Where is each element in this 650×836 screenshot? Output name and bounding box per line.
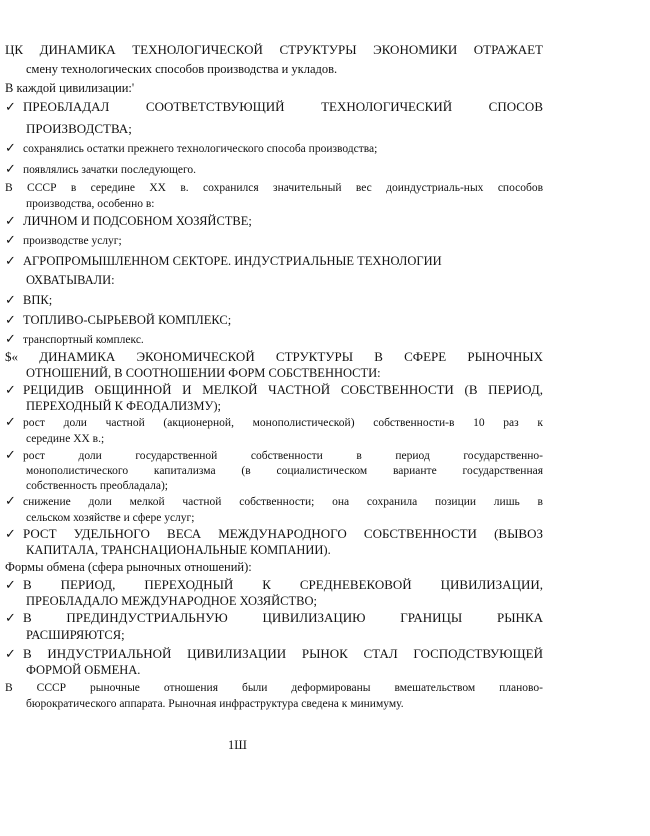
- check-mark-icon: ✓: [5, 214, 16, 229]
- check-mark-icon: ✓: [5, 611, 16, 626]
- text-line: ПРЕОБЛАДАЛО МЕЖДУНАРОДНОЕ ХОЗЯЙСТВО;: [26, 594, 317, 608]
- check-mark-icon: ✓: [5, 254, 16, 269]
- text-line: смену технологических способов производства и укладов.: [26, 62, 338, 76]
- text-line: производства, особенно в:: [26, 198, 155, 210]
- bullet-item: ✓ рост доли государственной собственности в период государственно-: [5, 448, 543, 463]
- bullet-item: ✓ РЕЦИДИВ ОБЩИННОЙ И МЕЛКОЙ ЧАСТНОЙ СОБСТВЕННОСТИ (В ПЕРИОД,: [5, 382, 543, 398]
- bullet-item: ✓ сохранялись остатки прежнего технологического способа производства;: [5, 141, 378, 156]
- text-line: ПРОИЗВОДСТВА;: [26, 121, 132, 136]
- bullet-item: ✓ рост доли частной (акционерной, монополистической) собственности-в 10 раз к: [5, 415, 543, 430]
- check-mark-icon: ✓: [5, 647, 16, 662]
- text-line: монополистического капитализма (в социалистическом варианте государственная: [26, 465, 543, 477]
- text-line: ОТНОШЕНИЙ, В СООТНОШЕНИИ ФОРМ СОБСТВЕННОСТИ:: [26, 366, 381, 380]
- page-number: 1Ш: [228, 738, 247, 752]
- text-line: сельском хозяйстве и сфере услуг;: [26, 512, 195, 524]
- heading-economic-structure: $« ДИНАМИКА ЭКОНОМИЧЕСКОЙ СТРУКТУРЫ В СФЕРЕ РЫНОЧНЫХ: [5, 349, 543, 364]
- check-mark-icon: ✓: [5, 233, 16, 248]
- check-mark-icon: ✓: [5, 494, 16, 509]
- bullet-item: ✓ В ПЕРИОД, ПЕРЕХОДНЫЙ К СРЕДНЕВЕКОВОЙ ЦИВИЛИЗАЦИИ,: [5, 577, 543, 593]
- text-line: В СССР в середине XX в. сохранился значительный вес доиндустриаль-ных способов: [5, 182, 543, 194]
- bullet-item: ✓ ЛИЧНОМ И ПОДСОБНОМ ХОЗЯЙСТВЕ;: [5, 214, 252, 229]
- text-line: середине XX в.;: [26, 433, 105, 445]
- check-mark-icon: ✓: [5, 448, 16, 463]
- check-mark-icon: ✓: [5, 578, 16, 593]
- bullet-item: ✓ транспортный комплекс.: [5, 332, 144, 347]
- bullet-item: ✓ ПРЕОБЛАДАЛ СООТВЕТСТВУЮЩИЙ ТЕХНОЛОГИЧЕСКИЙ СПОСОВ: [5, 99, 543, 115]
- text-line: В каждой цивилизации:': [5, 81, 135, 95]
- text-line: В СССР рыночные отношения были деформированы вмешательством планово-: [5, 682, 543, 694]
- text-line: собственность преобладала);: [26, 480, 168, 492]
- text-line: КАПИТАЛА, ТРАНСНАЦИОНАЛЬНЫЕ КОМПАНИИ).: [26, 543, 331, 557]
- check-mark-icon: ✓: [5, 141, 16, 156]
- text-line: РАСШИРЯЮТСЯ;: [26, 628, 125, 642]
- check-mark-icon: ✓: [5, 527, 16, 542]
- check-mark-icon: ✓: [5, 332, 16, 347]
- check-mark-icon: ✓: [5, 383, 16, 398]
- bullet-item: ✓ РОСТ УДЕЛЬНОГО ВЕСА МЕЖДУНАРОДНОГО СОБСТВЕННОСТИ (ВЫВОЗ: [5, 526, 543, 542]
- text-line: ФОРМОЙ ОБМЕНА.: [26, 663, 141, 677]
- bullet-item: ✓ В ИНДУСТРИАЛЬНОЙ ЦИВИЛИЗАЦИИ РЫНОК СТАЛ ГОСПОДСТВУЮЩЕЙ: [5, 646, 543, 662]
- text-line: Формы обмена (сфера рыночных отношений):: [5, 560, 252, 574]
- check-mark-icon: ✓: [5, 100, 16, 115]
- check-mark-icon: ✓: [5, 415, 16, 430]
- text-line: ОХВАТЫВАЛИ:: [26, 273, 115, 287]
- bullet-item: ✓ ТОПЛИВО-СЫРЬЕВОЙ КОМПЛЕКС;: [5, 313, 232, 328]
- heading-technological-structure: ЦК ДИНАМИКА ТЕХНОЛОГИЧЕСКОЙ СТРУКТУРЫ ЭКОНОМИКИ ОТРАЖАЕТ: [5, 42, 543, 57]
- bullet-item: ✓ АГРОПРОМЫШЛЕННОМ СЕКТОРЕ. ИНДУСТРИАЛЬНЫЕ ТЕХНОЛОГИИ: [5, 254, 442, 269]
- text-line: бюрократического аппарата. Рыночная инфраструктура сведена к минимуму.: [26, 698, 404, 710]
- bullet-item: ✓ ВПК;: [5, 293, 53, 308]
- check-mark-icon: ✓: [5, 162, 16, 177]
- text-line: ПЕРЕХОДНЫЙ К ФЕОДАЛИЗМУ);: [26, 399, 221, 413]
- bullet-item: ✓ производстве услуг;: [5, 233, 122, 248]
- bullet-item: ✓ В ПРЕДИНДУСТРИАЛЬНУЮ ЦИВИЛИЗАЦИЮ ГРАНИЦЫ РЫНКА: [5, 610, 543, 626]
- check-mark-icon: ✓: [5, 313, 16, 328]
- bullet-item: ✓ появлялись зачатки последующего.: [5, 162, 197, 177]
- check-mark-icon: ✓: [5, 293, 16, 308]
- bullet-item: ✓ снижение доли мелкой частной собственности; она сохранила позиции лишь в: [5, 494, 543, 509]
